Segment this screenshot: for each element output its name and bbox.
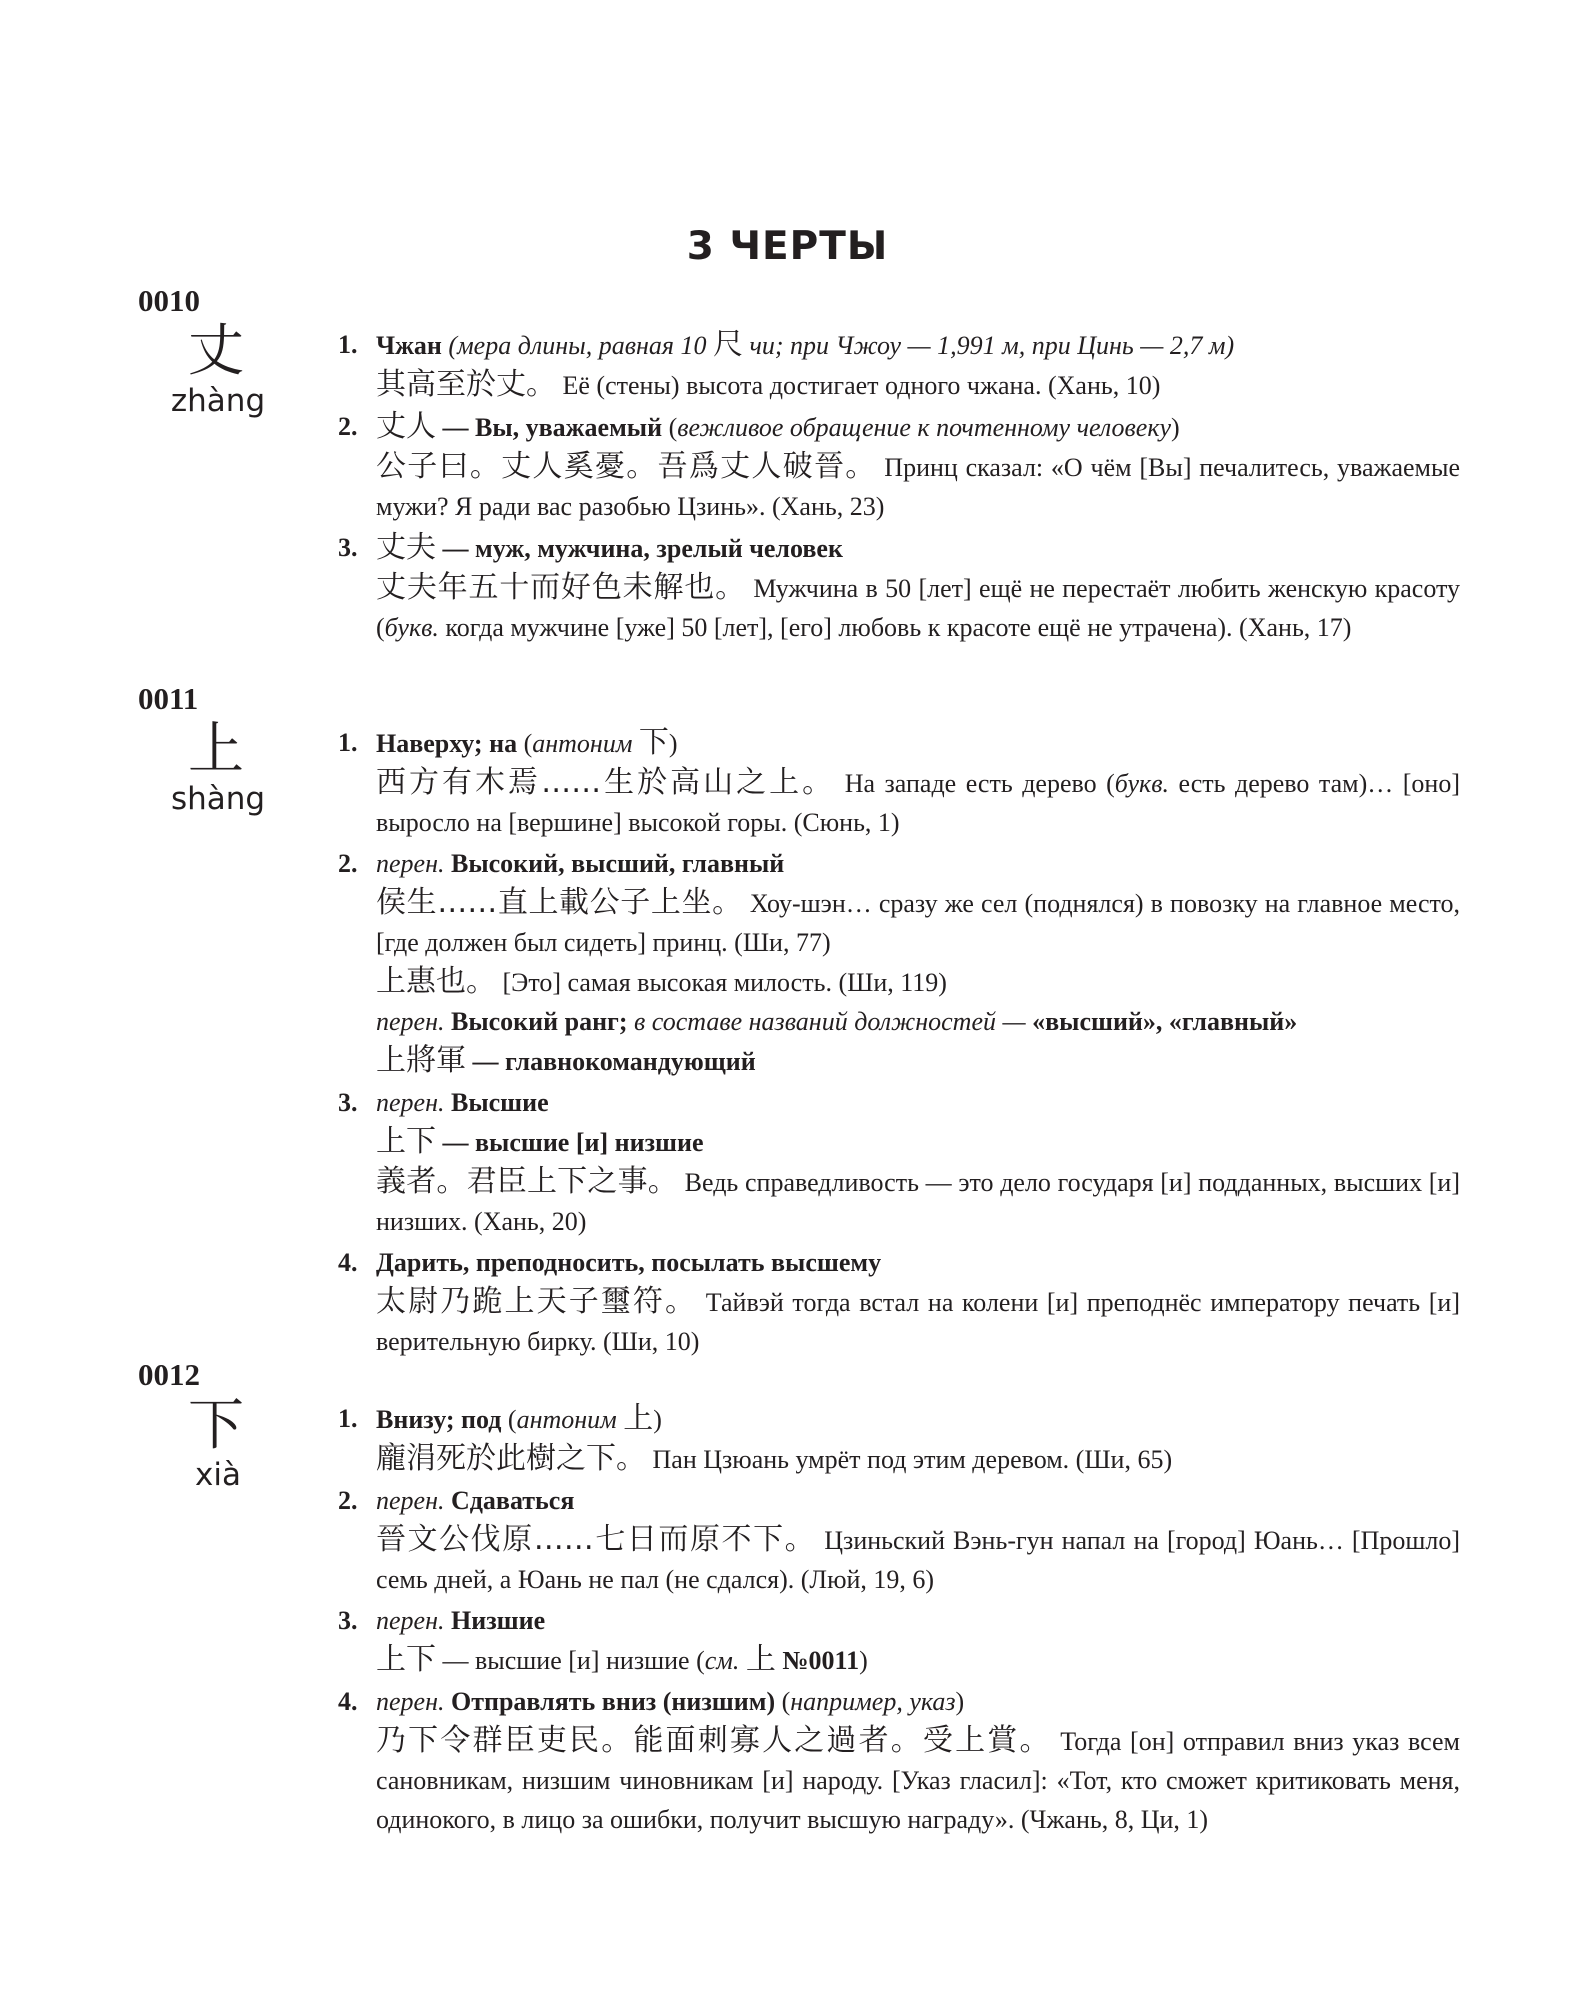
italic-text: (мера длины, равная 10 [441, 331, 713, 360]
bold-text: Сдаваться [444, 1486, 575, 1515]
text-run: Мужчина в 50 [лет] ещё не перестаёт любить женскую красоту ( [376, 574, 1461, 642]
chinese-text: 西方有木焉……生於高山之上。 [376, 765, 836, 800]
bold-text: Чжан [376, 331, 442, 360]
text-run: Хоу-шэн… сразу же сел (поднялся) в повозку на главное место, [где должен был сидеть] принц. (Ши, 77) [376, 889, 1460, 957]
italic-text: букв. [1114, 769, 1170, 798]
text-run: Её (стены) высота достигает одного чжана. (Хань, 10) [556, 371, 1161, 400]
entry-character: 下 [188, 1393, 244, 1458]
sense [338, 325, 1460, 405]
sense-list [338, 1399, 1460, 1841]
sense [338, 844, 1460, 1081]
sense-number: 1. [338, 330, 358, 359]
sense-example [376, 1721, 1460, 1839]
text-run: ( [517, 729, 533, 758]
chinese-text: 上 [623, 1401, 654, 1436]
sense [338, 1601, 1460, 1680]
sense-example [376, 1282, 1460, 1361]
bold-text: Низшие [444, 1606, 546, 1635]
chinese-text: 上將軍 [376, 1043, 466, 1078]
sense-definition [376, 1481, 1460, 1520]
sense-definition [376, 528, 1460, 568]
sense [338, 528, 1460, 647]
entry-head [138, 681, 288, 817]
bold-text: — муж, мужчина, зрелый человек [436, 534, 843, 563]
bold-text: Высокий, высший, главный [444, 849, 785, 878]
text-run: ) [955, 1687, 965, 1716]
entry-character: 丈 [188, 319, 244, 384]
sense-example [376, 1439, 1460, 1479]
text-run: ( [501, 1405, 517, 1434]
sense-example [376, 1041, 1460, 1081]
sense-definition [376, 325, 1460, 365]
chinese-text: 丈人 [376, 409, 436, 444]
sense [338, 1682, 1460, 1839]
sense-number: 1. [338, 728, 358, 757]
text-run: ) [653, 1405, 662, 1434]
sense-number: 4. [338, 1687, 358, 1716]
text-run: [Это] самая высокая милость. (Ши, 119) [496, 968, 947, 997]
italic-text: перен. [376, 1606, 445, 1635]
chinese-text: 上 [745, 1642, 776, 1677]
chinese-text: 尺 [712, 327, 743, 362]
text-run: ) [1171, 413, 1180, 442]
sense [338, 1243, 1460, 1361]
entry-head [138, 1357, 288, 1493]
sense-number: 3. [338, 533, 358, 562]
entry-number: 0011 [138, 681, 199, 716]
text-run: Принц сказал: «О чём [Вы] печалитесь, уважаемые мужи? Я ради вас разобью Цзинь». (Хань, 23) [376, 453, 1461, 521]
text-run: — высшие [и] низшие ( [436, 1646, 705, 1675]
sense-definition [376, 1399, 1460, 1439]
italic-text: перен. [376, 1007, 445, 1036]
bold-text: — главнокомандующий [466, 1047, 756, 1076]
chinese-text: 其高至於丈。 [376, 367, 556, 402]
entry-head [138, 283, 288, 419]
sense-definition [376, 723, 1460, 763]
bold-text: — Вы, уважаемый [436, 413, 663, 442]
sense-number: 3. [338, 1088, 358, 1117]
entry-pinyin: shàng [170, 781, 266, 817]
italic-text: букв. [384, 613, 439, 642]
sense-definition [376, 1243, 1460, 1282]
sense-example [376, 763, 1460, 842]
italic-text: перен. [376, 1088, 445, 1117]
sense-definition [376, 407, 1460, 447]
italic-text: например, указ [790, 1687, 956, 1716]
sense-definition [376, 1083, 1460, 1122]
bold-text: Высокий ранг; [444, 1007, 628, 1036]
text-run: ) [668, 729, 678, 758]
bold-text: №0011 [775, 1646, 860, 1675]
sense-example [376, 447, 1460, 526]
sense-number: 2. [338, 412, 358, 441]
italic-text: перен. [376, 1486, 445, 1515]
bold-text: «высший», «главный» [1032, 1007, 1298, 1036]
chinese-text: 公子曰。丈人奚憂。吾爲丈人破晉。 [376, 449, 877, 484]
chinese-text: 侯生……直上載公子上坐。 [376, 885, 743, 920]
text-run: когда мужчине [уже] 50 [лет], [его] любовь к красоте ещё не утрачена). (Хань, 17) [438, 613, 1352, 642]
chinese-text: 義者。君臣上下之事。 [376, 1164, 678, 1199]
sense-list [338, 325, 1460, 649]
bold-text: Отправлять вниз (низшим) [444, 1687, 776, 1716]
text-run: Тайвэй тогда встал на колени [и] преподнёс императору печать [и] верительную бирку. (Ши, 10) [376, 1288, 1460, 1356]
chinese-text: 晉文公伐原……七日而原不下。 [376, 1522, 817, 1557]
sense-definition [376, 1682, 1460, 1721]
sense-number: 4. [338, 1248, 358, 1277]
italic-text: антоним [532, 729, 639, 758]
sense-number: 2. [338, 849, 358, 878]
text-run: Пан Цзюань умрёт под этим деревом. (Ши, 65) [646, 1445, 1173, 1474]
sense-list [338, 723, 1460, 1363]
sense-example [376, 568, 1460, 647]
sense [338, 1399, 1460, 1479]
sense-example [376, 1520, 1460, 1599]
text-run: ) [859, 1646, 868, 1675]
sense-definition [376, 844, 1460, 883]
bold-text: Внизу; под [376, 1405, 502, 1434]
bold-text: — высшие [и] низшие [436, 1128, 704, 1157]
sense-example [376, 1640, 1460, 1680]
chinese-text: 下 [638, 725, 669, 760]
entry-pinyin: xià [195, 1457, 241, 1493]
sense-definition [376, 1601, 1460, 1640]
sense-example [376, 1122, 1460, 1162]
sense-number: 1. [338, 1404, 358, 1433]
italic-text: антоним [516, 1405, 624, 1434]
chinese-text: 丈夫年五十而好色未解也。 [376, 570, 746, 605]
chinese-text: 丈夫 [376, 530, 436, 565]
italic-text: перен. [376, 849, 445, 878]
text-run: На западе есть дерево ( [835, 769, 1115, 798]
sense-example [376, 883, 1460, 962]
chinese-text: 乃下令群臣吏民。能面刺寡人之過者。受上賞。 [376, 1723, 1052, 1758]
entry-number: 0012 [138, 1357, 200, 1392]
entry-character: 上 [188, 717, 244, 782]
chinese-text: 上下 [376, 1642, 436, 1677]
italic-text: в составе названий должностей — [627, 1007, 1033, 1036]
bold-text: Наверху; на [376, 729, 518, 758]
italic-text: чи; при Чжоу — 1,991 м, при Цинь — 2,7 м) [742, 331, 1235, 360]
sense-example [376, 1002, 1460, 1041]
sense [338, 1083, 1460, 1241]
italic-text: см. [704, 1646, 740, 1675]
italic-text: вежливое обращение к почтенному человеку [677, 413, 1172, 442]
sense-number: 2. [338, 1486, 358, 1515]
chinese-text: 上下 [376, 1124, 436, 1159]
text-run: ( [775, 1687, 791, 1716]
bold-text: Дарить, преподносить, посылать высшему [376, 1248, 882, 1277]
sense-example [376, 1162, 1460, 1241]
sense-number: 3. [338, 1606, 358, 1635]
chinese-text: 龐涓死於此樹之下。 [376, 1441, 646, 1476]
sense [338, 407, 1460, 526]
entry-number: 0010 [138, 283, 200, 318]
italic-text: перен. [376, 1687, 445, 1716]
page-title: 3 ЧЕРТЫ [686, 224, 889, 269]
text-run: ( [662, 413, 678, 442]
sense-example [376, 365, 1460, 405]
chinese-text: 太尉乃跪上天子璽符。 [376, 1284, 698, 1319]
sense [338, 1481, 1460, 1599]
text-run: Ведь справедливость — это дело государя [и] подданных, высших [и] низших. (Хань, 20) [376, 1168, 1461, 1236]
entry-pinyin: zhàng [170, 383, 266, 419]
text-run: Тогда [он] отправил вниз указ всем сановникам, низшим чиновникам [и] народу. [Указ гласил]: «Тот, кто сможет критиковать меня, одинокого, в лицо за ошибки, получит высшую награду». (Чжань, 8, Ци, 1) [376, 1727, 1460, 1834]
text-run: есть дерево там)… [оно] выросло на [вершине] высокой горы. (Сюнь, 1) [376, 769, 1460, 837]
chinese-text: 上惠也。 [376, 964, 496, 999]
bold-text: Высшие [444, 1088, 549, 1117]
sense [338, 723, 1460, 842]
text-run: Цзиньский Вэнь-гун напал на [город] Юань… [Прошло] семь дней, а Юань не пал (не сдался). (Люй, 19, 6) [376, 1526, 1461, 1594]
sense-example [376, 962, 1460, 1002]
